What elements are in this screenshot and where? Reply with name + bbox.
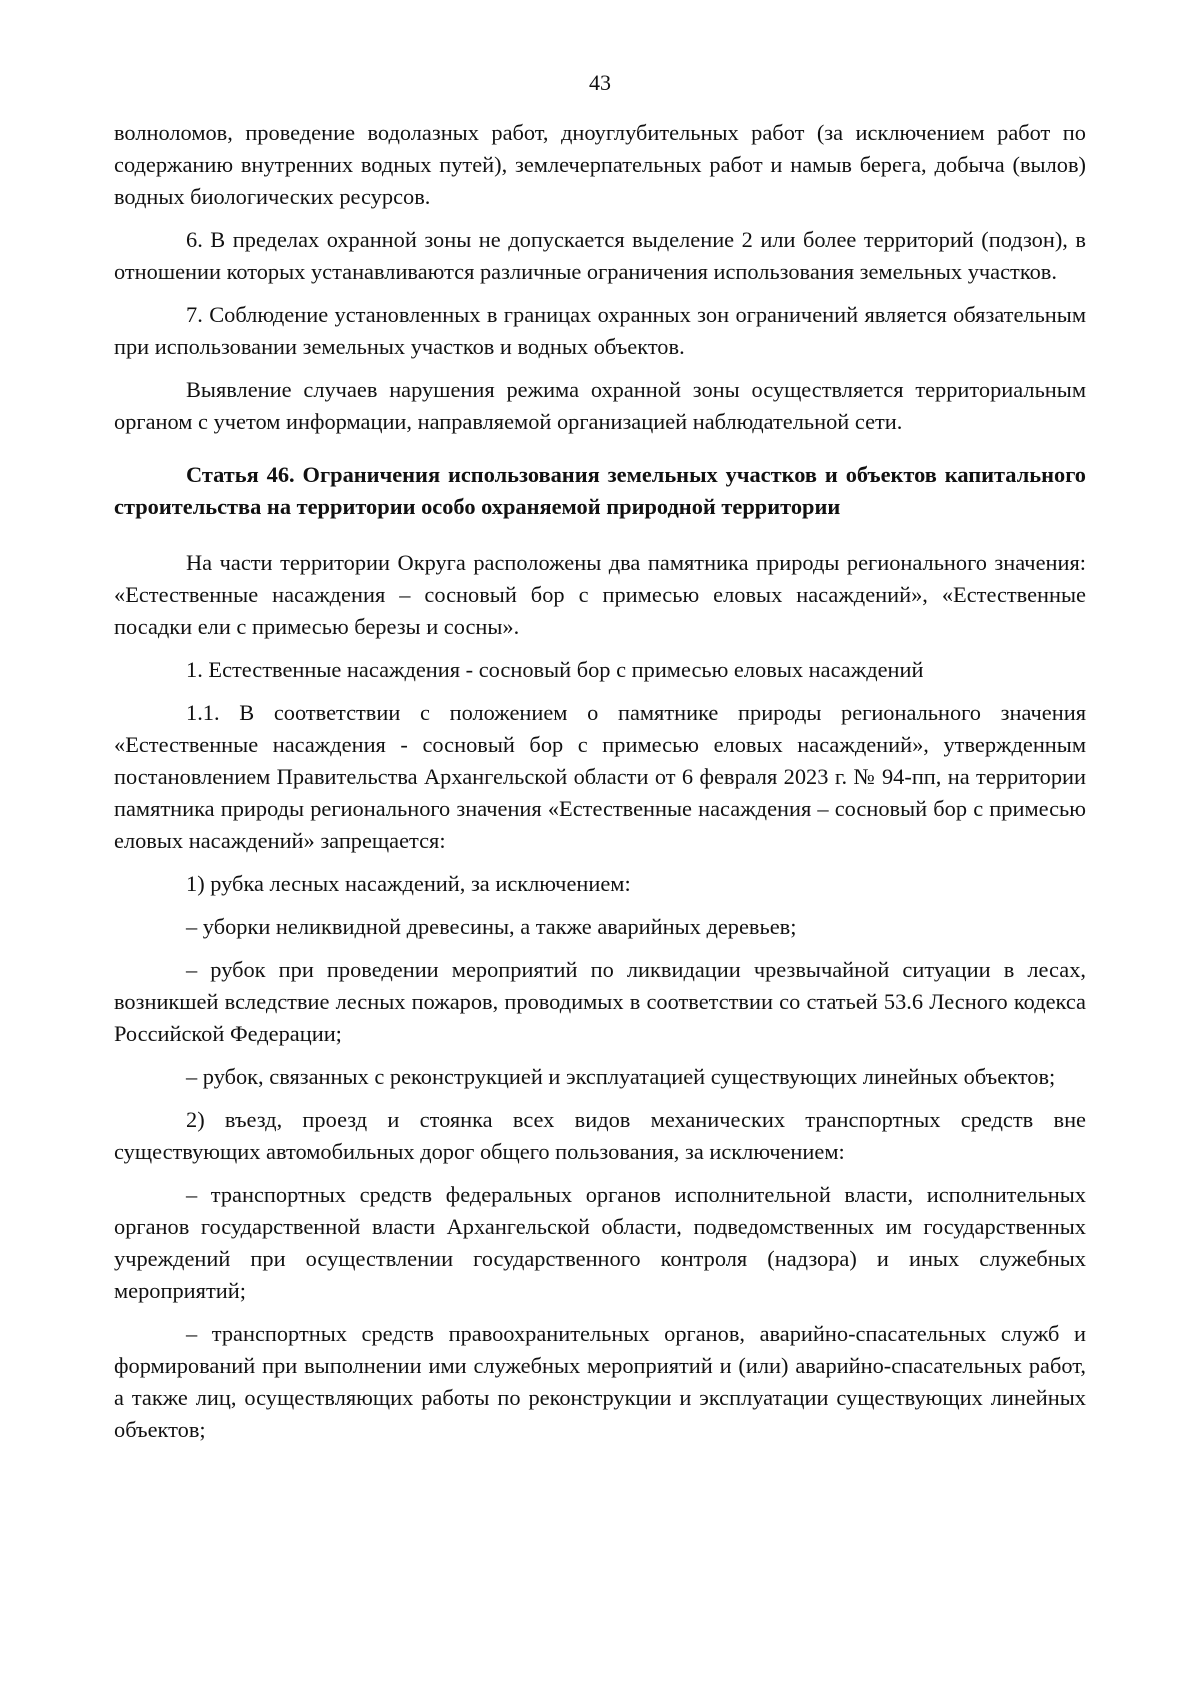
page-number: 43: [589, 70, 611, 95]
list-subitem: – транспортных средств правоохранительных органов, аварийно-спасательных служб и формирований при выполнении ими служебных мероприятий и (или) аварийно-спасательных работ, а также лиц, осуществляющих работы по реконструкции и эксплуатации существующих линейных объектов;: [114, 1321, 1086, 1442]
list-item-1: 1) рубка лесных насаждений, за исключением:: [186, 871, 631, 896]
list-subitem: – транспортных средств федеральных органов исполнительной власти, исполнительных органов государственной власти Архангельской области, подведомственных им государственных учреждений при осуществлении государственного контроля (надзора) и иных служебных мероприятий;: [114, 1182, 1086, 1303]
paragraph-section-1-1: 1.1. В соответствии с положением о памятнике природы регионального значения «Естественные насаждения - сосновый бор с примесью еловых насаждений», утвержденным постановлением Правительства Архангельской области от 6 февраля 2023 г. № 94-пп, на территории памятника природы регионального значения «Естественные насаждения – сосновый бор с примесью еловых насаждений» запрещается:: [114, 700, 1086, 853]
paragraph-intro: На части территории Округа расположены два памятника природы регионального значения: «Естественные насаждения – сосновый бор с примесью еловых насаждений», «Естественные посадки ели с примесью березы и сосны».: [114, 550, 1086, 639]
list-subitem: – уборки неликвидной древесины, а также аварийных деревьев;: [186, 914, 797, 939]
document-body: [114, 117, 1086, 1457]
list-item-2: 2) въезд, проезд и стоянка всех видов механических транспортных средств вне существующих автомобильных дорог общего пользования, за исключением:: [114, 1107, 1086, 1164]
paragraph-item-6: 6. В пределах охранной зоны не допускается выделение 2 или более территорий (подзон), в отношении которых устанавливаются различные ограничения использования земельных участков.: [114, 227, 1086, 284]
list-subitem: – рубок при проведении мероприятий по ликвидации чрезвычайной ситуации в лесах, возникшей вследствие лесных пожаров, проводимых в соответствии со статьей 53.6 Лесного кодекса Российской Федерации;: [114, 957, 1086, 1046]
paragraph-section-1: 1. Естественные насаждения - сосновый бор с примесью еловых насаждений: [186, 657, 924, 682]
list-subitem: – рубок, связанных с реконструкцией и эксплуатацией существующих линейных объектов;: [186, 1064, 1056, 1089]
paragraph-item-7: 7. Соблюдение установленных в границах охранных зон ограничений является обязательным при использовании земельных участков и водных объектов.: [114, 302, 1086, 359]
paragraph-continuation: волноломов, проведение водолазных работ, дноуглубительных работ (за исключением работ по содержанию внутренних водных путей), землечерпательных работ и намыв берега, добыча (вылов) водных биологических ресурсов.: [114, 120, 1086, 209]
paragraph-violation-detection: Выявление случаев нарушения режима охранной зоны осуществляется территориальным органом с учетом информации, направляемой организацией наблюдательной сети.: [114, 377, 1086, 434]
article-heading: Статья 46. Ограничения использования земельных участков и объектов капитального строительства на территории особо охраняемой природной территории: [114, 462, 1086, 519]
